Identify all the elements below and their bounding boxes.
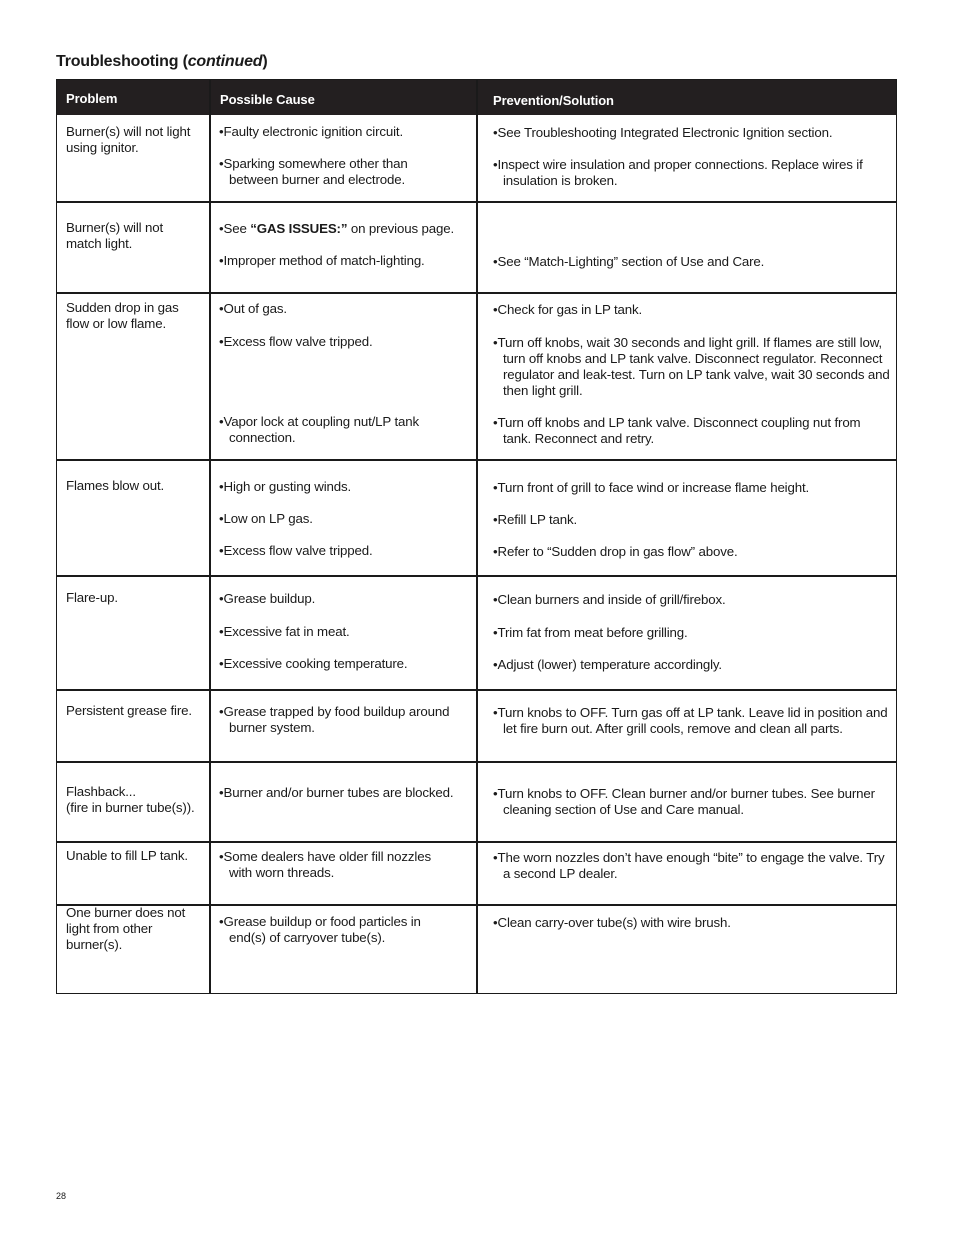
problem-cell (66, 848, 188, 864)
solution-item-line: then light grill. (503, 383, 583, 398)
cause-item (219, 124, 403, 140)
solution-item-line: insulation is broken. (503, 173, 618, 188)
solution-item (493, 705, 888, 737)
solution-item-line: •Clean burners and inside of grill/firebox. (493, 592, 726, 607)
cause-item (219, 624, 350, 640)
solution-item-line: •Refill LP tank. (493, 512, 578, 527)
cause-item-line: •Grease buildup. (219, 591, 316, 606)
problem-cell-line: using ignitor. (66, 140, 139, 155)
cause-item-line: •Excessive cooking temperature. (219, 656, 408, 671)
page-number: 28 (56, 1191, 67, 1201)
cause-item-line: with worn threads. (229, 865, 335, 880)
row-divider (57, 201, 896, 203)
problem-cell-line: Flashback... (66, 784, 136, 799)
solution-item (493, 786, 875, 818)
cause-item-line: end(s) of carryover tube(s). (229, 930, 386, 945)
row-divider (57, 689, 896, 691)
problem-cell-line: Flare-up. (66, 590, 118, 605)
cause-item (219, 849, 431, 881)
cause-item (219, 785, 453, 801)
cause-see-reference: “GAS ISSUES:” (250, 221, 348, 236)
row-divider (57, 761, 896, 763)
problem-cell-line: match light. (66, 236, 133, 251)
problem-cell-line: Unable to fill LP tank. (66, 848, 188, 863)
solution-item-line: •Trim fat from meat before grilling. (493, 625, 688, 640)
problem-cell (66, 905, 185, 953)
problem-cell-line: Burner(s) will not light (66, 124, 191, 139)
problem-cell-line: Persistent grease fire. (66, 703, 192, 718)
cause-item-line: •High or gusting winds. (219, 479, 352, 494)
solution-item (493, 302, 642, 318)
title-prefix: Troubleshooting ( (56, 53, 188, 70)
cause-item (219, 253, 425, 269)
cause-item-line: •Burner and/or burner tubes are blocked. (219, 785, 454, 800)
cause-item (219, 334, 373, 350)
cause-item (219, 301, 287, 317)
problem-cell-line: burner(s). (66, 937, 123, 952)
cause-item-line: •Excess flow valve tripped. (219, 543, 373, 558)
problem-cell-line: Burner(s) will not (66, 220, 164, 235)
cause-item (219, 591, 315, 607)
cause-item-line: •Some dealers have older fill nozzles (219, 849, 431, 864)
solution-item-line: a second LP dealer. (503, 866, 618, 881)
page-title (56, 53, 267, 71)
cause-item (219, 914, 421, 946)
cause-item-line: connection. (229, 430, 296, 445)
cause-item-line: •Vapor lock at coupling nut/LP tank (219, 414, 419, 429)
solution-item (493, 850, 885, 882)
solution-item-line: let fire burn out. After grill cools, remove and clean all parts. (503, 721, 843, 736)
problem-cell (66, 590, 118, 606)
row-divider (57, 459, 896, 461)
solution-item-line: •Inspect wire insulation and proper connections. Replace wires if (493, 157, 863, 172)
problem-cell-line: One burner does not (66, 905, 186, 920)
problem-cell-line: light from other (66, 921, 153, 936)
solution-item (493, 625, 688, 641)
cause-item (219, 656, 407, 672)
solution-item-line: •Refer to “Sudden drop in gas flow” above. (493, 544, 738, 559)
column-header-solution: Prevention/Solution (493, 93, 614, 108)
solution-item (493, 915, 731, 931)
solution-item-line: cleaning section of Use and Care manual. (503, 802, 744, 817)
column-divider (476, 80, 478, 993)
problem-cell-line: flow or low flame. (66, 316, 167, 331)
cause-see-suffix: on previous page. (347, 221, 455, 236)
row-divider (57, 575, 896, 577)
problem-cell-line: Sudden drop in gas (66, 300, 179, 315)
cause-item (219, 156, 408, 188)
column-divider (209, 80, 211, 993)
solution-item-line: •See “Match-Lighting” section of Use and Care. (493, 254, 765, 269)
cause-item (219, 543, 373, 559)
problem-cell (66, 478, 164, 494)
problem-cell (66, 703, 192, 719)
problem-cell (66, 300, 179, 332)
row-divider (57, 292, 896, 294)
problem-cell (66, 124, 190, 156)
title-italic: continued (187, 53, 263, 70)
title-suffix: ) (262, 53, 268, 70)
solution-item (493, 335, 890, 399)
cause-item-line: •Out of gas. (219, 301, 287, 316)
solution-item (493, 254, 764, 270)
cause-item-line: •Faulty electronic ignition circuit. (219, 124, 404, 139)
cause-item-line: •Sparking somewhere other than (219, 156, 408, 171)
solution-item (493, 592, 726, 608)
problem-cell (66, 220, 163, 252)
solution-item (493, 512, 577, 528)
solution-item (493, 415, 861, 447)
column-header-problem: Problem (66, 91, 118, 106)
solution-item-line: •Turn off knobs and LP tank valve. Disconnect coupling nut from (493, 415, 861, 430)
problem-cell-line: Flames blow out. (66, 478, 165, 493)
solution-item (493, 125, 832, 141)
cause-item (219, 221, 454, 237)
solution-item-line: •Turn knobs to OFF. Clean burner and/or burner tubes. See burner (493, 786, 875, 801)
solution-item-line: •Clean carry-over tube(s) with wire brush. (493, 915, 731, 930)
cause-item-line: •Grease trapped by food buildup around (219, 704, 450, 719)
cause-item-line: burner system. (229, 720, 315, 735)
solution-item (493, 480, 809, 496)
solution-item (493, 544, 738, 560)
cause-item (219, 479, 351, 495)
cause-item-line: •Grease buildup or food particles in (219, 914, 421, 929)
solution-item-line: •See Troubleshooting Integrated Electronic Ignition section. (493, 125, 833, 140)
cause-item-line: •Low on LP gas. (219, 511, 313, 526)
cause-item (219, 704, 449, 736)
cause-item-line: •Improper method of match-lighting. (219, 253, 425, 268)
solution-item-line: •Adjust (lower) temperature accordingly. (493, 657, 722, 672)
solution-item-line: regulator and leak-test. Turn on LP tank valve, wait 30 seconds and (503, 367, 890, 382)
cause-item (219, 414, 419, 446)
solution-item-line: •Turn off knobs, wait 30 seconds and light grill. If flames are still low, (493, 335, 882, 350)
cause-item-line: between burner and electrode. (229, 172, 406, 187)
cause-item-line: •Excessive fat in meat. (219, 624, 350, 639)
row-divider (57, 841, 896, 843)
problem-cell-line: (fire in burner tube(s)). (66, 800, 195, 815)
solution-item-line: tank. Reconnect and retry. (503, 431, 655, 446)
cause-see-prefix: •See (219, 221, 251, 236)
solution-item (493, 157, 863, 189)
solution-item-line: •Turn front of grill to face wind or increase flame height. (493, 480, 810, 495)
cause-item-line: •Excess flow valve tripped. (219, 334, 373, 349)
solution-item-line: •The worn nozzles don’t have enough “bite” to engage the valve. Try (493, 850, 885, 865)
cause-item (219, 511, 313, 527)
problem-cell (66, 784, 195, 816)
solution-item (493, 657, 722, 673)
solution-item-line: •Check for gas in LP tank. (493, 302, 643, 317)
column-header-cause: Possible Cause (220, 92, 315, 107)
solution-item-line: turn off knobs and LP tank valve. Disconnect regulator. Reconnect (503, 351, 883, 366)
solution-item-line: •Turn knobs to OFF. Turn gas off at LP tank. Leave lid in position and (493, 705, 888, 720)
